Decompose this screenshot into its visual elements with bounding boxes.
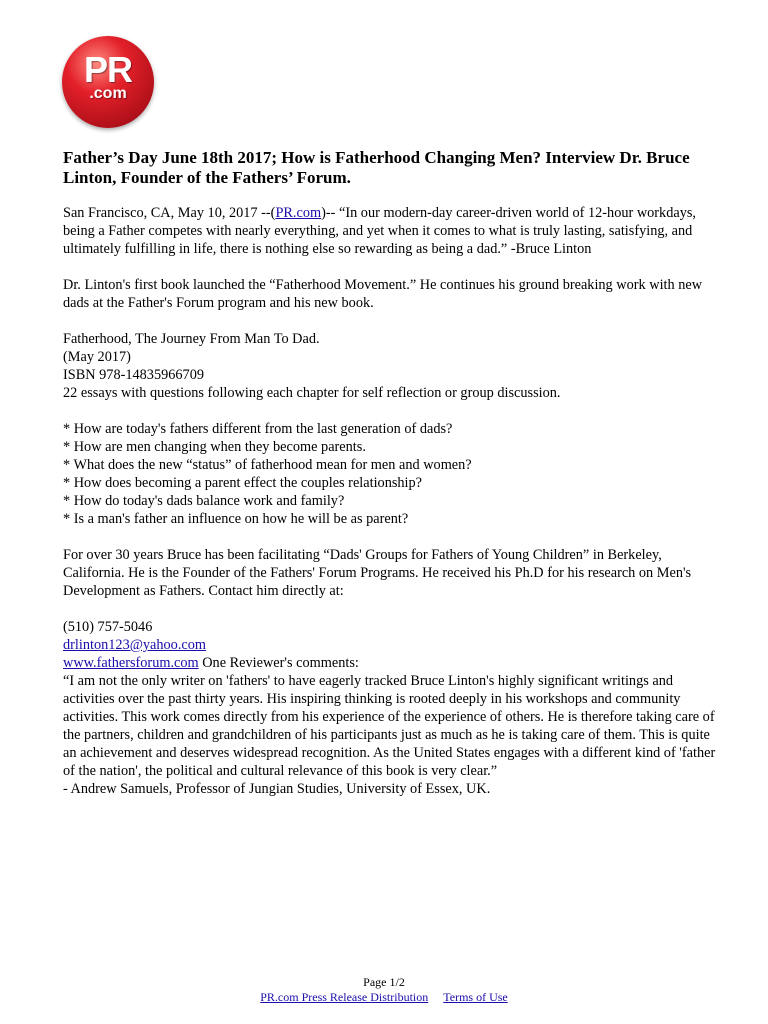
reviewer-quote: “I am not the only writer on 'fathers' to have eagerly tracked Bruce Linton's highly significant writings and activities over the past thirty years. His inspiring thinking is rooted deeply in his workshops and community activities. This work comes directly from his experience of the experience of others. He is therefore taking care of the partners, children and grandchildren of his participants just as much as he is taking care of them. This is quite an achievement and deserves widespread recognition. As the United States engages with a different kind of 'father of the nation', the political and cultural relevance of this book is very clear.” (63, 673, 716, 779)
questions-list (63, 420, 723, 528)
website-link[interactable]: www.fathersforum.com (63, 655, 199, 671)
list-item: * How are men changing when they become parents. (63, 439, 366, 455)
book-description: 22 essays with questions following each chapter for self reflection or group discussion. (63, 385, 561, 401)
phone-number: (510) 757-5046 (63, 619, 153, 635)
pr-com-logo (62, 36, 154, 128)
book-date: (May 2017) (63, 349, 131, 365)
list-item: * Is a man's father an influence on how he will be as parent? (63, 511, 409, 527)
book-launch-paragraph: Dr. Linton's first book launched the “Fatherhood Movement.” He continues his ground breaking work with new dads at the Father's Forum program and his new book. (63, 277, 703, 311)
page-number: Page 1/2 (363, 975, 405, 989)
book-isbn: ISBN 978-14835966709 (63, 367, 204, 383)
email-link[interactable]: drlinton123@yahoo.com (63, 637, 207, 653)
intro-text: )-- “In our modern-day career-driven world of 12-hour workdays, being a Father competes with nearly everything, and yet when it comes to what is truly lasting, satisfying, and ultimately fulfilling in life, there is nothing else so rewarding as being a dad.” -Bruce Linton (63, 205, 696, 257)
book-title: Fatherhood, The Journey From Man To Dad. (63, 331, 320, 347)
reviewer-intro: One Reviewer's comments: (198, 655, 359, 671)
pr-com-source-link[interactable]: PR.com (275, 205, 322, 221)
list-item: * How does becoming a parent effect the couples relationship? (63, 475, 423, 491)
quote-attribution: - Andrew Samuels, Professor of Jungian Studies, University of Essex, UK. (63, 781, 491, 797)
list-item: * How are today's fathers different from the last generation of dads? (63, 421, 453, 437)
intro-paragraph (63, 204, 723, 258)
logo-sub-text: .com (89, 85, 127, 102)
contact-and-quote (63, 618, 723, 798)
bio-paragraph: For over 30 years Bruce has been facilitating “Dads' Groups for Fathers of Young Children” in Berkeley, California. He is the Founder of the Fathers' Forum Programs. He received his Ph.D for his research on Men's Development as Fathers. Contact him directly at: (63, 547, 692, 599)
headline: Father’s Day June 18th 2017; How is Fatherhood Changing Men? Interview Dr. Bruce Linton, Founder of the Fathers’ Forum. (63, 148, 690, 187)
press-release-distribution-link[interactable]: PR.com Press Release Distribution (260, 990, 429, 1004)
list-item: * What does the new “status” of fatherhood mean for men and women? (63, 457, 472, 473)
dateline: San Francisco, CA, May 10, 2017 --( (63, 205, 276, 221)
press-release-body (63, 148, 723, 816)
page-footer (0, 975, 768, 1005)
logo-main-text: PR (83, 49, 132, 90)
list-item: * How do today's dads balance work and family? (63, 493, 345, 509)
book-details (63, 330, 723, 402)
terms-of-use-link[interactable]: Terms of Use (443, 990, 508, 1004)
footer-links (0, 990, 768, 1005)
website-line (63, 654, 723, 672)
